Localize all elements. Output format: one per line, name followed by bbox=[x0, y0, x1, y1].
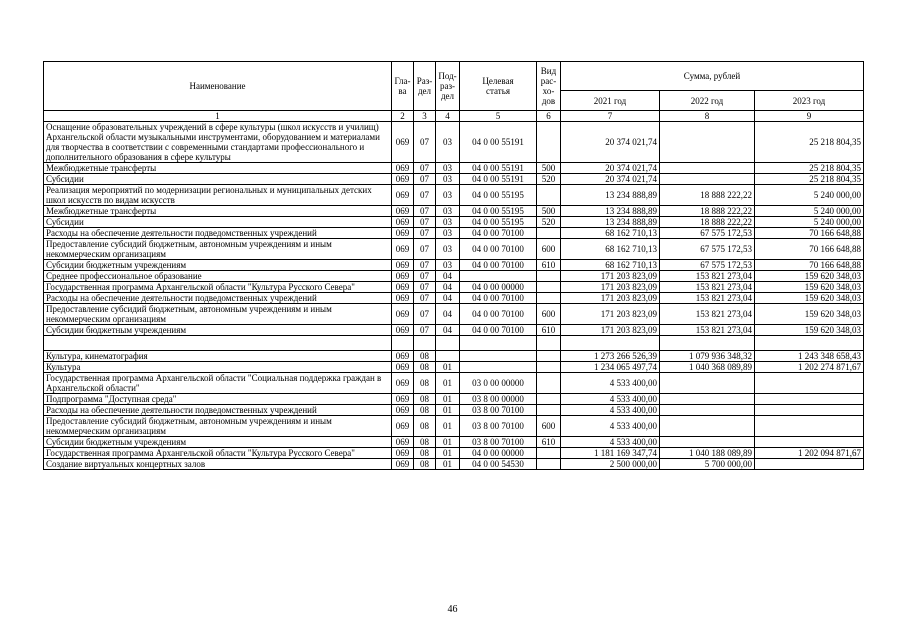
row-sum-2021: 1 181 169 347,74 bbox=[561, 448, 660, 459]
row-sum-2022: 5 700 000,00 bbox=[660, 459, 755, 470]
row-glava: 069 bbox=[392, 163, 414, 174]
row-razdel: 07 bbox=[414, 174, 436, 185]
row-sum-2023: 159 620 348,03 bbox=[755, 304, 864, 325]
budget-sheet bbox=[43, 61, 864, 470]
row-sum-2023: 70 166 648,88 bbox=[755, 228, 864, 239]
row-glava: 069 bbox=[392, 293, 414, 304]
table-row bbox=[44, 293, 864, 304]
row-razdel: 07 bbox=[414, 282, 436, 293]
row-sum-2021: 171 203 823,09 bbox=[561, 325, 660, 336]
row-sum-2021: 13 234 888,89 bbox=[561, 206, 660, 217]
row-sum-2021: 171 203 823,09 bbox=[561, 304, 660, 325]
row-expense-type: 610 bbox=[537, 325, 561, 336]
table-row bbox=[44, 282, 864, 293]
row-razdel: 07 bbox=[414, 228, 436, 239]
row-sum-2021: 13 234 888,89 bbox=[561, 217, 660, 228]
row-podrazdel: 03 bbox=[436, 122, 460, 163]
row-sum-2021: 171 203 823,09 bbox=[561, 293, 660, 304]
row-sum-2022 bbox=[660, 336, 755, 351]
row-name: Расходы на обеспечение деятельности подведомственных учреждений bbox=[44, 228, 392, 239]
row-sum-2022: 153 821 273,04 bbox=[660, 325, 755, 336]
row-sum-2023: 159 620 348,03 bbox=[755, 271, 864, 282]
row-glava: 069 bbox=[392, 325, 414, 336]
row-sum-2022: 18 888 222,22 bbox=[660, 217, 755, 228]
row-sum-2022 bbox=[660, 437, 755, 448]
header-name: Наименование bbox=[44, 62, 392, 111]
row-sum-2023: 5 240 000,00 bbox=[755, 206, 864, 217]
row-target-article: 03 8 00 00000 bbox=[460, 394, 537, 405]
row-glava: 069 bbox=[392, 405, 414, 416]
row-podrazdel: 01 bbox=[436, 437, 460, 448]
row-name: Государственная программа Архангельской области "Социальная поддержка граждан в Архангельской области" bbox=[44, 373, 392, 394]
row-razdel: 07 bbox=[414, 260, 436, 271]
row-sum-2022 bbox=[660, 174, 755, 185]
table-row bbox=[44, 373, 864, 394]
row-sum-2021: 4 533 400,00 bbox=[561, 373, 660, 394]
table-row bbox=[44, 336, 864, 351]
row-sum-2021: 4 533 400,00 bbox=[561, 394, 660, 405]
column-number: 6 bbox=[537, 111, 561, 122]
row-sum-2023: 25 218 804,35 bbox=[755, 163, 864, 174]
table-row bbox=[44, 394, 864, 405]
row-glava: 069 bbox=[392, 459, 414, 470]
row-sum-2021: 13 234 888,89 bbox=[561, 185, 660, 206]
row-glava bbox=[392, 336, 414, 351]
header-glava: Гла- ва bbox=[392, 62, 414, 111]
row-podrazdel: 04 bbox=[436, 282, 460, 293]
row-sum-2022 bbox=[660, 405, 755, 416]
row-podrazdel: 03 bbox=[436, 174, 460, 185]
row-sum-2023: 25 218 804,35 bbox=[755, 174, 864, 185]
row-glava: 069 bbox=[392, 437, 414, 448]
row-name: Реализация мероприятий по модернизации региональных и муниципальных детских школ искусств по видам искусств bbox=[44, 185, 392, 206]
row-sum-2023 bbox=[755, 416, 864, 437]
row-expense-type: 610 bbox=[537, 437, 561, 448]
row-razdel: 08 bbox=[414, 459, 436, 470]
row-name: Расходы на обеспечение деятельности подведомственных учреждений bbox=[44, 405, 392, 416]
column-number: 7 bbox=[561, 111, 660, 122]
row-glava: 069 bbox=[392, 351, 414, 362]
row-name: Подпрограмма "Доступная среда" bbox=[44, 394, 392, 405]
row-target-article: 04 0 00 70100 bbox=[460, 304, 537, 325]
row-podrazdel: 01 bbox=[436, 362, 460, 373]
row-sum-2022: 153 821 273,04 bbox=[660, 304, 755, 325]
header-row bbox=[44, 62, 864, 91]
table-row bbox=[44, 217, 864, 228]
row-target-article: 03 8 00 70100 bbox=[460, 405, 537, 416]
budget-table bbox=[43, 61, 864, 470]
row-podrazdel: 04 bbox=[436, 293, 460, 304]
row-glava: 069 bbox=[392, 282, 414, 293]
column-number: 2 bbox=[392, 111, 414, 122]
row-podrazdel: 03 bbox=[436, 239, 460, 260]
row-sum-2023: 70 166 648,88 bbox=[755, 260, 864, 271]
table-row bbox=[44, 228, 864, 239]
row-sum-2022: 1 079 936 348,32 bbox=[660, 351, 755, 362]
row-podrazdel: 03 bbox=[436, 260, 460, 271]
row-podrazdel: 04 bbox=[436, 304, 460, 325]
row-sum-2022: 1 040 188 089,89 bbox=[660, 448, 755, 459]
row-razdel bbox=[414, 336, 436, 351]
row-expense-type bbox=[537, 228, 561, 239]
row-expense-type: 500 bbox=[537, 206, 561, 217]
row-name: Государственная программа Архангельской области "Культура Русского Севера" bbox=[44, 282, 392, 293]
row-target-article: 04 0 00 55191 bbox=[460, 163, 537, 174]
row-podrazdel: 01 bbox=[436, 373, 460, 394]
header-target-article: Целевая статья bbox=[460, 62, 537, 111]
row-sum-2023: 159 620 348,03 bbox=[755, 325, 864, 336]
header-podrazdel: Под- раз- дел bbox=[436, 62, 460, 111]
row-podrazdel: 04 bbox=[436, 271, 460, 282]
row-podrazdel: 01 bbox=[436, 459, 460, 470]
row-name: Субсидии bbox=[44, 174, 392, 185]
row-razdel: 07 bbox=[414, 206, 436, 217]
row-glava: 069 bbox=[392, 394, 414, 405]
column-number: 3 bbox=[414, 111, 436, 122]
row-expense-type bbox=[537, 459, 561, 470]
row-sum-2022 bbox=[660, 373, 755, 394]
row-target-article: 04 0 00 00000 bbox=[460, 282, 537, 293]
row-expense-type: 520 bbox=[537, 174, 561, 185]
row-name: Субсидии бюджетным учреждениям bbox=[44, 437, 392, 448]
row-target-article bbox=[460, 351, 537, 362]
row-razdel: 08 bbox=[414, 373, 436, 394]
row-sum-2021: 20 374 021,74 bbox=[561, 174, 660, 185]
row-podrazdel: 04 bbox=[436, 325, 460, 336]
row-glava: 069 bbox=[392, 416, 414, 437]
row-sum-2023: 5 240 000,00 bbox=[755, 185, 864, 206]
row-sum-2023 bbox=[755, 405, 864, 416]
row-name: Оснащение образовательных учреждений в сфере культуры (школ искусств и училищ) Архангельской области музыкальными инструментами, оборудованием и материалами для творчества в соответствии с современными стандартами профессионального и дополнительного образования в сфере культуры bbox=[44, 122, 392, 163]
row-expense-type bbox=[537, 293, 561, 304]
row-sum-2022: 18 888 222,22 bbox=[660, 206, 755, 217]
row-sum-2022 bbox=[660, 163, 755, 174]
header-razdel: Раз- дел bbox=[414, 62, 436, 111]
row-expense-type bbox=[537, 271, 561, 282]
row-razdel: 07 bbox=[414, 239, 436, 260]
row-expense-type bbox=[537, 448, 561, 459]
row-glava: 069 bbox=[392, 122, 414, 163]
row-name: Субсидии бюджетным учреждениям bbox=[44, 325, 392, 336]
row-sum-2023 bbox=[755, 394, 864, 405]
row-target-article bbox=[460, 362, 537, 373]
row-sum-2022: 153 821 273,04 bbox=[660, 282, 755, 293]
row-name: Предоставление субсидий бюджетным, автономным учреждениям и иным некоммерческим организациям bbox=[44, 416, 392, 437]
header-year-2023: 2023 год bbox=[755, 91, 864, 111]
row-sum-2021: 4 533 400,00 bbox=[561, 416, 660, 437]
row-razdel: 08 bbox=[414, 437, 436, 448]
row-target-article: 03 8 00 70100 bbox=[460, 437, 537, 448]
header-year-2021: 2021 год bbox=[561, 91, 660, 111]
row-glava: 069 bbox=[392, 448, 414, 459]
row-target-article: 04 0 00 70100 bbox=[460, 239, 537, 260]
row-sum-2022: 67 575 172,53 bbox=[660, 228, 755, 239]
row-glava: 069 bbox=[392, 239, 414, 260]
row-podrazdel: 01 bbox=[436, 448, 460, 459]
row-sum-2023: 70 166 648,88 bbox=[755, 239, 864, 260]
row-razdel: 08 bbox=[414, 416, 436, 437]
row-podrazdel: 03 bbox=[436, 163, 460, 174]
row-sum-2021: 171 203 823,09 bbox=[561, 271, 660, 282]
row-name: Среднее профессиональное образование bbox=[44, 271, 392, 282]
row-glava: 069 bbox=[392, 185, 414, 206]
row-expense-type bbox=[537, 185, 561, 206]
row-sum-2022: 67 575 172,53 bbox=[660, 260, 755, 271]
row-glava: 069 bbox=[392, 271, 414, 282]
column-number: 9 bbox=[755, 111, 864, 122]
row-podrazdel: 01 bbox=[436, 416, 460, 437]
row-name: Создание виртуальных концертных залов bbox=[44, 459, 392, 470]
row-sum-2021: 1 234 065 497,74 bbox=[561, 362, 660, 373]
row-sum-2023: 1 243 348 658,43 bbox=[755, 351, 864, 362]
row-name: Субсидии бюджетным учреждениям bbox=[44, 260, 392, 271]
table-row bbox=[44, 362, 864, 373]
row-expense-type bbox=[537, 394, 561, 405]
row-expense-type bbox=[537, 336, 561, 351]
row-sum-2023 bbox=[755, 336, 864, 351]
row-glava: 069 bbox=[392, 373, 414, 394]
row-glava: 069 bbox=[392, 206, 414, 217]
row-sum-2021 bbox=[561, 336, 660, 351]
row-sum-2023: 5 240 000,00 bbox=[755, 217, 864, 228]
page-number: 46 bbox=[447, 604, 458, 615]
row-sum-2021: 20 374 021,74 bbox=[561, 122, 660, 163]
row-podrazdel: 03 bbox=[436, 206, 460, 217]
table-row bbox=[44, 174, 864, 185]
row-sum-2021: 2 500 000,00 bbox=[561, 459, 660, 470]
row-sum-2023: 159 620 348,03 bbox=[755, 293, 864, 304]
row-sum-2022: 153 821 273,04 bbox=[660, 271, 755, 282]
column-number: 4 bbox=[436, 111, 460, 122]
column-number: 1 bbox=[44, 111, 392, 122]
row-name: Расходы на обеспечение деятельности подведомственных учреждений bbox=[44, 293, 392, 304]
row-name: Государственная программа Архангельской области "Культура Русского Севера" bbox=[44, 448, 392, 459]
row-expense-type bbox=[537, 362, 561, 373]
row-razdel: 07 bbox=[414, 271, 436, 282]
table-row bbox=[44, 416, 864, 437]
row-target-article: 04 0 00 70100 bbox=[460, 325, 537, 336]
row-name bbox=[44, 336, 392, 351]
row-sum-2023 bbox=[755, 437, 864, 448]
row-target-article: 04 0 00 55195 bbox=[460, 217, 537, 228]
row-sum-2022: 1 040 368 089,89 bbox=[660, 362, 755, 373]
row-target-article: 04 0 00 54530 bbox=[460, 459, 537, 470]
row-razdel: 07 bbox=[414, 163, 436, 174]
row-sum-2022 bbox=[660, 394, 755, 405]
row-expense-type: 600 bbox=[537, 239, 561, 260]
row-expense-type bbox=[537, 373, 561, 394]
row-target-article: 04 0 00 00000 bbox=[460, 448, 537, 459]
table-row bbox=[44, 260, 864, 271]
row-target-article: 03 8 00 70100 bbox=[460, 416, 537, 437]
table-row bbox=[44, 437, 864, 448]
row-sum-2022: 18 888 222,22 bbox=[660, 185, 755, 206]
column-number-row bbox=[44, 111, 864, 122]
table-row bbox=[44, 459, 864, 470]
row-target-article: 04 0 00 55195 bbox=[460, 206, 537, 217]
row-sum-2023 bbox=[755, 373, 864, 394]
row-sum-2021: 68 162 710,13 bbox=[561, 228, 660, 239]
row-sum-2021: 1 273 266 526,39 bbox=[561, 351, 660, 362]
column-number: 5 bbox=[460, 111, 537, 122]
row-expense-type: 520 bbox=[537, 217, 561, 228]
row-target-article bbox=[460, 271, 537, 282]
column-number: 8 bbox=[660, 111, 755, 122]
row-target-article: 04 0 00 55191 bbox=[460, 174, 537, 185]
table-row bbox=[44, 351, 864, 362]
row-target-article: 04 0 00 70100 bbox=[460, 293, 537, 304]
row-name: Предоставление субсидий бюджетным, автономным учреждениям и иным некоммерческим организациям bbox=[44, 304, 392, 325]
row-name: Культура, кинематография bbox=[44, 351, 392, 362]
row-podrazdel: 03 bbox=[436, 228, 460, 239]
row-podrazdel: 03 bbox=[436, 217, 460, 228]
row-razdel: 07 bbox=[414, 185, 436, 206]
row-razdel: 07 bbox=[414, 304, 436, 325]
row-sum-2023: 1 202 094 871,67 bbox=[755, 448, 864, 459]
table-row bbox=[44, 185, 864, 206]
row-target-article: 03 0 00 00000 bbox=[460, 373, 537, 394]
table-row bbox=[44, 448, 864, 459]
row-razdel: 08 bbox=[414, 394, 436, 405]
row-sum-2021: 4 533 400,00 bbox=[561, 405, 660, 416]
table-row bbox=[44, 122, 864, 163]
row-target-article: 04 0 00 70100 bbox=[460, 228, 537, 239]
row-name: Субсидии bbox=[44, 217, 392, 228]
row-razdel: 08 bbox=[414, 351, 436, 362]
row-glava: 069 bbox=[392, 260, 414, 271]
row-glava: 069 bbox=[392, 362, 414, 373]
row-glava: 069 bbox=[392, 228, 414, 239]
row-razdel: 08 bbox=[414, 362, 436, 373]
row-target-article: 04 0 00 70100 bbox=[460, 260, 537, 271]
row-sum-2023: 159 620 348,03 bbox=[755, 282, 864, 293]
table-row bbox=[44, 239, 864, 260]
row-name: Межбюджетные трансферты bbox=[44, 163, 392, 174]
row-sum-2023 bbox=[755, 459, 864, 470]
row-sum-2022 bbox=[660, 122, 755, 163]
row-sum-2021: 68 162 710,13 bbox=[561, 239, 660, 260]
row-target-article bbox=[460, 336, 537, 351]
row-sum-2022: 153 821 273,04 bbox=[660, 293, 755, 304]
row-podrazdel: 01 bbox=[436, 394, 460, 405]
row-sum-2021: 171 203 823,09 bbox=[561, 282, 660, 293]
header-sum: Сумма, рублей bbox=[561, 62, 864, 91]
table-row bbox=[44, 206, 864, 217]
row-expense-type bbox=[537, 351, 561, 362]
row-name: Культура bbox=[44, 362, 392, 373]
table-row bbox=[44, 304, 864, 325]
table-row bbox=[44, 325, 864, 336]
row-razdel: 08 bbox=[414, 405, 436, 416]
row-target-article: 04 0 00 55195 bbox=[460, 185, 537, 206]
row-sum-2023: 25 218 804,35 bbox=[755, 122, 864, 163]
row-podrazdel bbox=[436, 351, 460, 362]
table-row bbox=[44, 271, 864, 282]
row-sum-2021: 4 533 400,00 bbox=[561, 437, 660, 448]
row-sum-2023: 1 202 274 871,67 bbox=[755, 362, 864, 373]
row-podrazdel: 01 bbox=[436, 405, 460, 416]
row-razdel: 07 bbox=[414, 122, 436, 163]
table-row bbox=[44, 163, 864, 174]
row-expense-type: 500 bbox=[537, 163, 561, 174]
row-expense-type bbox=[537, 282, 561, 293]
row-podrazdel: 03 bbox=[436, 185, 460, 206]
row-razdel: 07 bbox=[414, 293, 436, 304]
header-expense-type: Вид рас- хо- дов bbox=[537, 62, 561, 111]
row-expense-type bbox=[537, 405, 561, 416]
row-sum-2022: 67 575 172,53 bbox=[660, 239, 755, 260]
row-glava: 069 bbox=[392, 217, 414, 228]
row-sum-2021: 20 374 021,74 bbox=[561, 163, 660, 174]
row-expense-type: 600 bbox=[537, 416, 561, 437]
row-sum-2021: 68 162 710,13 bbox=[561, 260, 660, 271]
row-glava: 069 bbox=[392, 174, 414, 185]
row-expense-type: 600 bbox=[537, 304, 561, 325]
row-name: Предоставление субсидий бюджетным, автономным учреждениям и иным некоммерческим организациям bbox=[44, 239, 392, 260]
row-name: Межбюджетные трансферты bbox=[44, 206, 392, 217]
row-expense-type bbox=[537, 122, 561, 163]
row-razdel: 08 bbox=[414, 448, 436, 459]
table-row bbox=[44, 405, 864, 416]
row-expense-type: 610 bbox=[537, 260, 561, 271]
row-razdel: 07 bbox=[414, 217, 436, 228]
row-sum-2022 bbox=[660, 416, 755, 437]
row-razdel: 07 bbox=[414, 325, 436, 336]
row-podrazdel bbox=[436, 336, 460, 351]
header-year-2022: 2022 год bbox=[660, 91, 755, 111]
row-glava: 069 bbox=[392, 304, 414, 325]
row-target-article: 04 0 00 55191 bbox=[460, 122, 537, 163]
